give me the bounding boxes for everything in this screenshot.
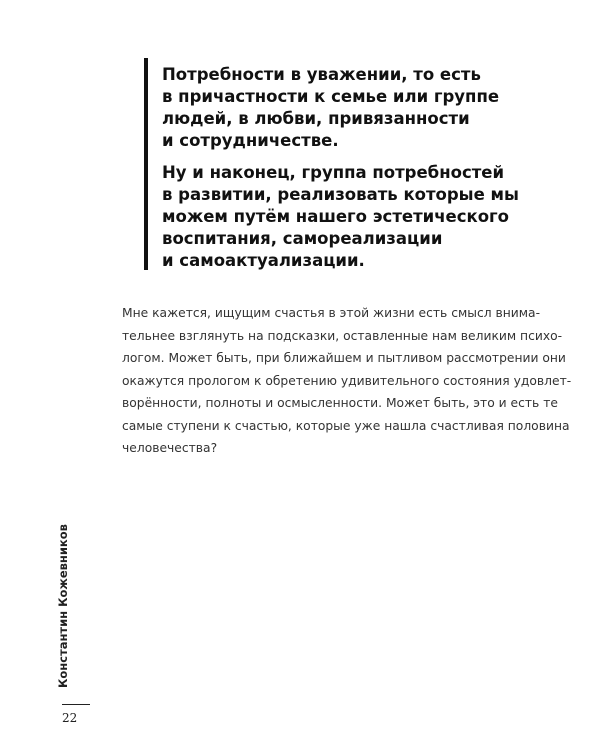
pull-quote-line: людей, в любви, привязанности (162, 109, 470, 128)
running-author-name: Константин Кожевников (56, 524, 70, 688)
body-line: самые ступени к счастью, которые уже нашла счастливая половина (122, 418, 570, 433)
pull-quote-bar (144, 58, 148, 270)
body-paragraph (122, 302, 572, 460)
pull-quote-line: Ну и наконец, группа потребностей (162, 163, 505, 182)
footer-divider (62, 704, 90, 705)
page-number: 22 (62, 711, 78, 725)
pull-quote-line: в развитии, реализовать которые мы (162, 185, 519, 204)
pull-quote-line: и сотрудничестве. (162, 131, 339, 150)
pull-quote-line: Потребности в уважении, то есть (162, 65, 481, 84)
pull-quote-line: воспитания, самореализации (162, 229, 443, 248)
body-line: ворённости, полноты и осмысленности. Может быть, это и есть те (122, 396, 558, 410)
pull-quote (162, 64, 542, 272)
body-line: Мне кажется, ищущим счастья в этой жизни есть смысл внима- (122, 306, 541, 320)
body-line: человечества? (122, 441, 218, 455)
pull-quote-line: можем путём нашего эстетического (162, 207, 509, 226)
body-line: тельнее взглянуть на подсказки, оставленные нам великим психо- (122, 328, 563, 343)
body-line: окажутся прологом к обретению удивительного состояния удовлет- (122, 373, 572, 388)
pull-quote-paragraph (162, 162, 542, 272)
body-line: логом. Может быть, при ближайшем и пытливом рассмотрении они (122, 351, 566, 365)
pull-quote-paragraph (162, 64, 542, 152)
pull-quote-line: в причастности к семье или группе (162, 87, 500, 106)
pull-quote-line: и самоактуализации. (162, 251, 365, 270)
